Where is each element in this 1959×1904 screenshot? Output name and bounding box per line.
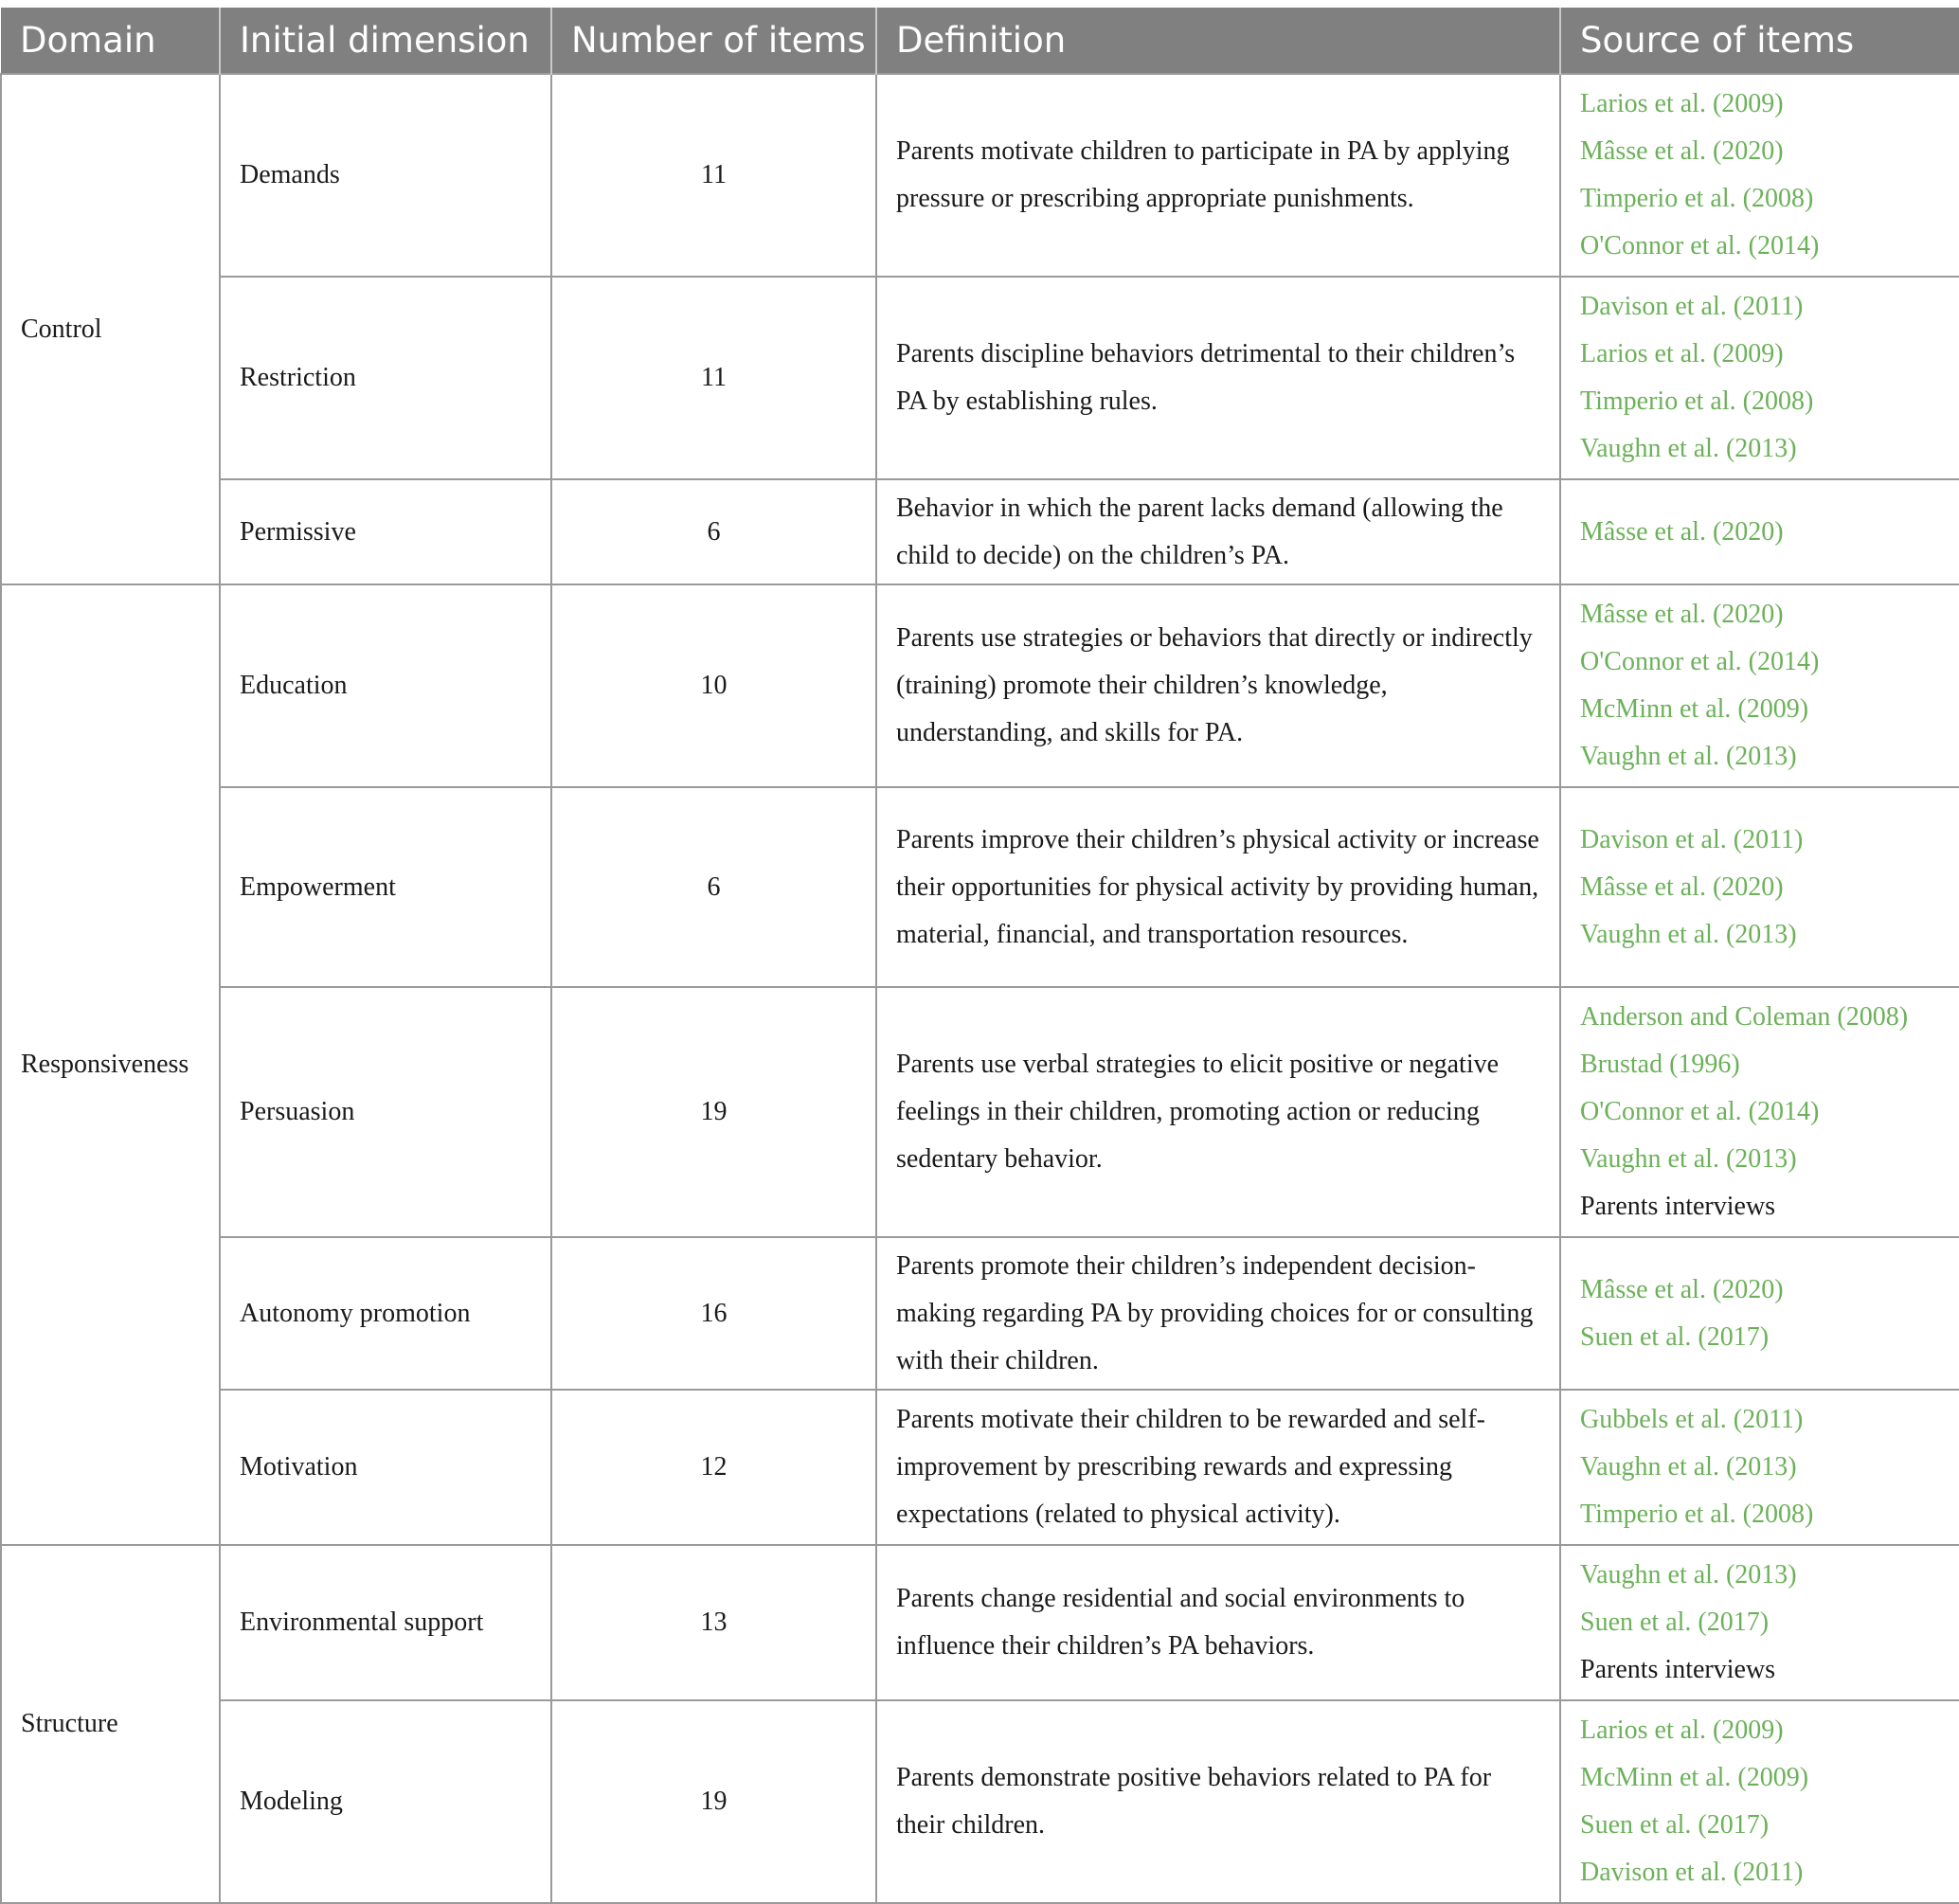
source-reference-link[interactable]: Suen et al. (2017): [1580, 1810, 1770, 1840]
table-row: [1, 479, 1959, 584]
items-cell: 6: [551, 787, 876, 987]
items-cell: 19: [551, 1700, 876, 1903]
dimension-cell: Education: [220, 584, 551, 787]
source-reference-link[interactable]: Davison et al. (2011): [1580, 824, 1804, 854]
source-reference-link[interactable]: Mâsse et al. (2020): [1580, 516, 1784, 547]
header-items: Number of items: [551, 8, 876, 74]
table-row: [1, 277, 1959, 479]
table-row: [1, 1390, 1959, 1545]
source-reference-link[interactable]: Mâsse et al. (2020): [1580, 871, 1784, 902]
source-reference-link[interactable]: Vaughn et al. (2013): [1580, 1560, 1797, 1590]
table-row: [1, 1545, 1959, 1700]
table-row: [1, 584, 1959, 787]
source-note: Parents interviews: [1580, 1192, 1776, 1221]
items-cell: 11: [551, 74, 876, 277]
source-reference-link[interactable]: Vaughn et al. (2013): [1580, 1452, 1797, 1482]
source-cell: [1560, 987, 1959, 1237]
source-reference-link[interactable]: Larios et al. (2009): [1580, 89, 1784, 118]
source-reference-link[interactable]: Vaughn et al. (2013): [1580, 742, 1797, 771]
definition-cell: Parents promote their children’s independent decision-making regarding PA by providing choices for or consulting with their children.: [876, 1237, 1560, 1390]
dimension-cell: Environmental support: [220, 1545, 551, 1700]
table-row: [1, 987, 1959, 1237]
source-cell: [1560, 74, 1959, 277]
source-cell: [1560, 584, 1959, 787]
items-cell: 19: [551, 987, 876, 1237]
definition-cell: Parents motivate their children to be rewarded and self-improvement by prescribing rewards and expressing expectations (related to physical activity).: [876, 1390, 1560, 1545]
dimension-cell: Motivation: [220, 1390, 551, 1545]
source-reference-link[interactable]: Anderson and Coleman (2008): [1580, 1002, 1909, 1032]
header-domain: Domain: [1, 8, 220, 74]
source-reference-link[interactable]: Timperio et al. (2008): [1580, 1500, 1814, 1529]
source-cell: [1560, 479, 1959, 584]
domain-cell: Control: [1, 74, 220, 584]
table-container: [0, 8, 1959, 1904]
items-cell: 10: [551, 584, 876, 787]
definition-cell: Parents change residential and social environments to influence their children’s PA behaviors.: [876, 1545, 1560, 1700]
definition-cell: Parents discipline behaviors detrimental to their children’s PA by establishing rules.: [876, 277, 1560, 479]
source-reference-link[interactable]: Mâsse et al. (2020): [1580, 1274, 1784, 1304]
dimension-cell: Empowerment: [220, 787, 551, 987]
source-reference-link[interactable]: McMinn et al. (2009): [1580, 694, 1809, 724]
definition-cell: Parents use strategies or behaviors that directly or indirectly (training) promote their children’s knowledge, understanding, and skills for PA.: [876, 584, 1560, 787]
source-reference-link[interactable]: Vaughn et al. (2013): [1580, 919, 1797, 949]
source-cell: [1560, 277, 1959, 479]
header-dimension: Initial dimension: [220, 8, 551, 74]
definition-cell: Parents use verbal strategies to elicit positive or negative feelings in their children, promoting action or reducing sedentary behavior.: [876, 987, 1560, 1237]
items-cell: 6: [551, 479, 876, 584]
dimension-cell: Demands: [220, 74, 551, 277]
dimension-cell: Restriction: [220, 277, 551, 479]
source-cell: [1560, 1700, 1959, 1903]
dimension-cell: Permissive: [220, 479, 551, 584]
definition-cell: Parents motivate children to participate in PA by applying pressure or prescribing appropriate punishments.: [876, 74, 1560, 277]
source-cell: [1560, 1390, 1959, 1545]
items-cell: 13: [551, 1545, 876, 1700]
source-reference-link[interactable]: Suen et al. (2017): [1580, 1608, 1770, 1637]
definition-cell: Parents demonstrate positive behaviors related to PA for their children.: [876, 1700, 1560, 1903]
items-cell: 16: [551, 1237, 876, 1390]
source-reference-link[interactable]: Davison et al. (2011): [1580, 1858, 1804, 1887]
source-reference-link[interactable]: McMinn et al. (2009): [1580, 1763, 1809, 1792]
dimension-cell: Modeling: [220, 1700, 551, 1903]
source-reference-link[interactable]: O'Connor et al. (2014): [1580, 1097, 1820, 1126]
source-cell: [1560, 787, 1959, 987]
dimension-cell: Autonomy promotion: [220, 1237, 551, 1390]
table-body: [1, 74, 1959, 1903]
domain-cell: Structure: [1, 1545, 220, 1903]
source-cell: [1560, 1237, 1959, 1390]
source-reference-link[interactable]: Mâsse et al. (2020): [1580, 600, 1784, 629]
source-reference-link[interactable]: Larios et al. (2009): [1580, 1715, 1784, 1745]
source-reference-link[interactable]: Vaughn et al. (2013): [1580, 1144, 1797, 1174]
header-source: Source of items: [1560, 8, 1959, 74]
source-reference-link[interactable]: Davison et al. (2011): [1580, 292, 1804, 321]
source-reference-link[interactable]: O'Connor et al. (2014): [1580, 231, 1820, 260]
source-reference-link[interactable]: Timperio et al. (2008): [1580, 184, 1814, 213]
items-cell: 12: [551, 1390, 876, 1545]
source-reference-link[interactable]: Mâsse et al. (2020): [1580, 136, 1784, 166]
source-reference-link[interactable]: Suen et al. (2017): [1580, 1321, 1770, 1352]
dimension-cell: Persuasion: [220, 987, 551, 1237]
domain-cell: Responsiveness: [1, 584, 220, 1545]
source-reference-link[interactable]: Larios et al. (2009): [1580, 339, 1784, 368]
source-reference-link[interactable]: Vaughn et al. (2013): [1580, 434, 1797, 463]
parenting-dimensions-table: [0, 8, 1959, 1904]
header-row: [1, 8, 1959, 74]
items-cell: 11: [551, 277, 876, 479]
table-row: [1, 1700, 1959, 1903]
source-reference-link[interactable]: Brustad (1996): [1580, 1050, 1740, 1079]
header-definition: Definition: [876, 8, 1560, 74]
table-row: [1, 1237, 1959, 1390]
source-reference-link[interactable]: Timperio et al. (2008): [1580, 386, 1814, 416]
definition-cell: Behavior in which the parent lacks demand (allowing the child to decide) on the children’s PA.: [876, 479, 1560, 584]
source-note: Parents interviews: [1580, 1655, 1776, 1684]
source-reference-link[interactable]: O'Connor et al. (2014): [1580, 647, 1820, 676]
table-row: [1, 787, 1959, 987]
source-reference-link[interactable]: Gubbels et al. (2011): [1580, 1405, 1804, 1434]
table-header: [1, 8, 1959, 74]
table-row: [1, 74, 1959, 277]
definition-cell: Parents improve their children’s physical activity or increase their opportunities for physical activity by providing human, material, financial, and transportation resources.: [876, 787, 1560, 987]
source-cell: [1560, 1545, 1959, 1700]
